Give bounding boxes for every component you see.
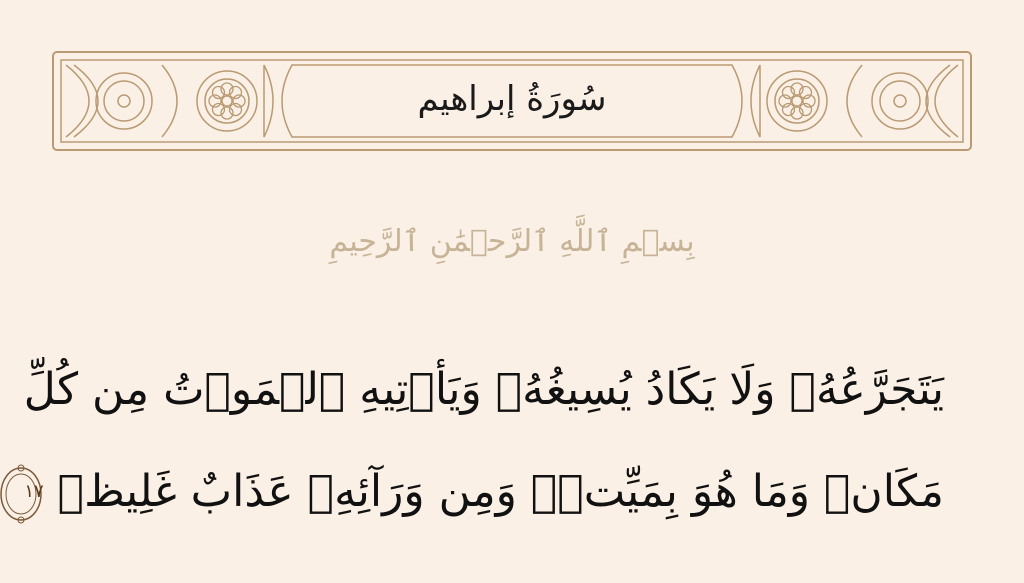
ayah-end-marker [0,464,44,524]
verse-text-1: يَتَجَرَّعُهُۥ وَلَا يَكَادُ يُسِيغُهُۥ وَيَأۡتِيهِ ٱلۡمَوۡتُ مِن كُلِّ [23,364,944,415]
verse-line-2 [24,452,944,532]
verse-text-2: مَكَانٖ وَمَا هُوَ بِمَيِّتٖۖ وَمِن وَرَآئِهِۦ عَذَابٌ غَلِيظٞ [57,466,944,517]
basmala: بِسۡمِ ٱللَّهِ ٱلرَّحۡمَٰنِ ٱلرَّحِيمِ [329,224,695,259]
surah-title: سُورَةُ إبراهيم [417,79,607,119]
surah-banner [52,51,972,151]
ayah-number: ١٧ [24,481,44,502]
verse-line-1 [23,350,944,430]
